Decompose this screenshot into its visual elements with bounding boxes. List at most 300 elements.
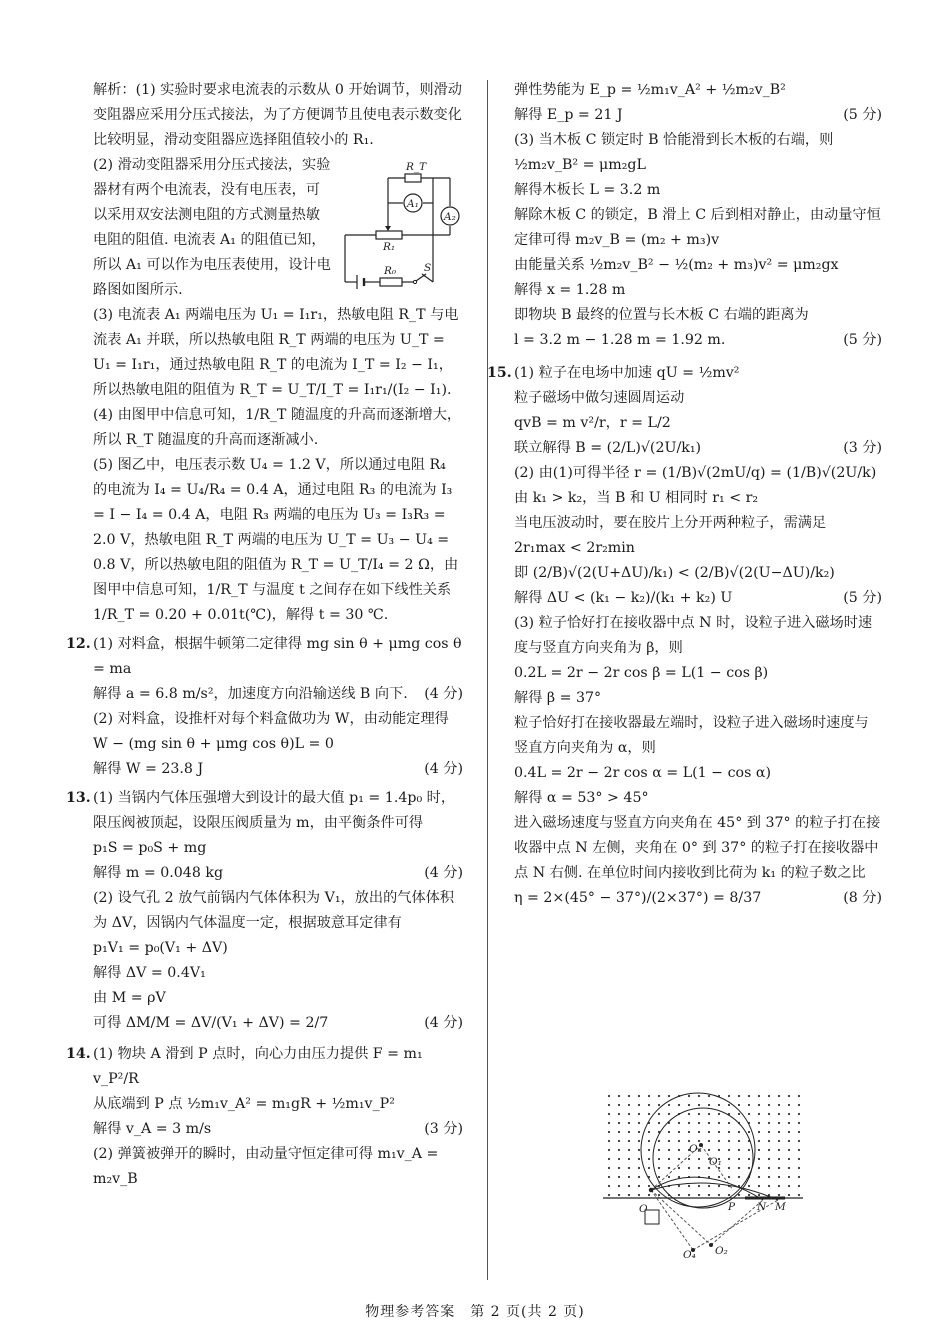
field-dot — [658, 1167, 660, 1169]
field-dot — [608, 1158, 610, 1160]
field-dot — [748, 1158, 750, 1160]
field-dot — [758, 1158, 760, 1160]
field-dot — [708, 1149, 710, 1151]
field-dot — [778, 1158, 780, 1160]
field-dot — [708, 1131, 710, 1133]
q13-text-h: 可得 ΔM/M = ΔV/(V₁ + ΔV) = 2/7 — [93, 1015, 329, 1031]
field-dot — [798, 1140, 800, 1142]
field-dot — [758, 1131, 760, 1133]
q15-text-c: qvB = m v²/r，r = L/2 — [514, 415, 671, 431]
field-dot — [618, 1122, 620, 1124]
q14-line-r10 — [514, 328, 882, 353]
field-dot — [658, 1194, 660, 1196]
field-dot — [728, 1131, 730, 1133]
field-dot — [638, 1176, 640, 1178]
field-dot — [708, 1194, 710, 1196]
field-dot — [648, 1104, 650, 1106]
field-dot — [638, 1122, 640, 1124]
q13-line-c — [93, 861, 463, 886]
q13-line-h — [93, 1011, 463, 1036]
field-dot — [708, 1122, 710, 1124]
field-dot — [788, 1104, 790, 1106]
field-dot — [758, 1095, 760, 1097]
field-dot — [688, 1122, 690, 1124]
field-dot — [688, 1104, 690, 1106]
field-dot — [658, 1158, 660, 1160]
q14-text-r10: l = 3.2 m − 1.28 m = 1.92 m. — [514, 332, 726, 348]
field-dot — [778, 1140, 780, 1142]
q13-text-f: 解得 ΔV = 0.4V₁ — [93, 965, 206, 981]
field-dot — [688, 1158, 690, 1160]
field-dot — [718, 1104, 720, 1106]
field-dot — [628, 1176, 630, 1178]
q15-text-o: 0.4L = 2r − 2r cos α = L(1 − cos α) — [514, 765, 771, 781]
field-dot — [768, 1122, 770, 1124]
field-dot — [718, 1185, 720, 1187]
field-dot — [698, 1131, 700, 1133]
field-dot — [608, 1113, 610, 1115]
field-dot — [658, 1149, 660, 1151]
field-dot — [768, 1104, 770, 1106]
label-s: S — [424, 262, 432, 274]
q14-line-a — [66, 1042, 463, 1092]
field-dot — [658, 1113, 660, 1115]
field-dot — [638, 1194, 640, 1196]
field-dot — [728, 1167, 730, 1169]
field-dot — [798, 1095, 800, 1097]
field-dot — [608, 1104, 610, 1106]
field-dot — [608, 1167, 610, 1169]
q14-text-r4: ½m₂v_B² = μm₂gL — [514, 157, 646, 173]
field-dot — [688, 1113, 690, 1115]
field-dot — [778, 1176, 780, 1178]
field-dot — [688, 1140, 690, 1142]
q15-line-j — [514, 586, 882, 611]
field-dot — [668, 1167, 670, 1169]
q15-line-d — [514, 436, 882, 461]
magnetic-field-figure — [603, 1090, 803, 1260]
field-dot — [628, 1122, 630, 1124]
field-dot — [758, 1167, 760, 1169]
field-dot — [608, 1122, 610, 1124]
field-dot — [628, 1140, 630, 1142]
field-dot — [778, 1185, 780, 1187]
label-o1-center: O₁ — [709, 1156, 722, 1168]
solution-11-part2: (2) 滑动变阻器采用分压式接法，实验器材有两个电流表，没有电压表，可以采用双安法测电阻的方式测量热敏电阻的阻值. 电流表 A₁ 的阻值已知，所以 A₁ 可以作为电压表使用，设计电路图如图所示. — [93, 157, 331, 298]
r0-resistor — [380, 278, 402, 286]
field-dot — [718, 1113, 720, 1115]
field-dot — [668, 1113, 670, 1115]
field-dot — [688, 1131, 690, 1133]
field-dot — [628, 1104, 630, 1106]
q13-text-a: (1) 当锅内气体压强增大到设计的最大值 p₁ = 1.4p₀ 时，限压阀被顶起，设限压阀质量为 m，由平衡条件可得 — [93, 790, 456, 831]
label-o1: O — [639, 1203, 648, 1215]
field-dot — [668, 1176, 670, 1178]
field-dot — [648, 1194, 650, 1196]
field-dot — [608, 1185, 610, 1187]
field-dots — [608, 1095, 800, 1196]
q14-score-1: (3 分) — [424, 1121, 463, 1137]
q12-text-b: 解得 a = 6.8 m/s²，加速度方向沿输送线 B 向下. — [93, 686, 408, 702]
q14-text-r8: 解得 x = 1.28 m — [514, 282, 626, 298]
field-dot — [618, 1167, 620, 1169]
field-dot — [758, 1104, 760, 1106]
field-dot — [668, 1149, 670, 1151]
q14-number: 14. — [66, 1046, 91, 1062]
field-dot — [648, 1167, 650, 1169]
field-dot — [648, 1095, 650, 1097]
field-dot — [678, 1194, 680, 1196]
field-dot — [618, 1140, 620, 1142]
rt-resistor — [405, 174, 421, 182]
field-dot — [798, 1185, 800, 1187]
field-dot — [708, 1104, 710, 1106]
field-dot — [618, 1176, 620, 1178]
q14-score-3: (5 分) — [843, 332, 882, 348]
q14-text-r3: (3) 当木板 C 锁定时 B 恰能滑到长木板的右端，则 — [514, 132, 834, 148]
q14-text-r7: 由能量关系 ½m₂v_B² − ½(m₂ + m₃)v² = μm₂gx — [514, 257, 839, 273]
field-dot — [678, 1158, 680, 1160]
label-p: P — [728, 1201, 736, 1213]
field-dot — [748, 1167, 750, 1169]
q15-text-m: 解得 β = 37° — [514, 690, 602, 706]
q13-text-b: p₁S = p₀S + mg — [93, 840, 207, 856]
field-dot — [618, 1158, 620, 1160]
field-dot — [698, 1185, 700, 1187]
field-dot — [608, 1140, 610, 1142]
field-dot — [658, 1176, 660, 1178]
field-dot — [778, 1131, 780, 1133]
q12-text-d: 解得 W = 23.8 J — [93, 761, 204, 777]
q12-score-2: (4 分) — [424, 761, 463, 777]
field-dot — [698, 1095, 700, 1097]
field-dot — [738, 1194, 740, 1196]
q14-score-2: (5 分) — [843, 107, 882, 123]
q13-text-e: p₁V₁ = p₀(V₁ + ΔV) — [93, 940, 228, 956]
field-dot — [608, 1194, 610, 1196]
q13-line-a — [66, 786, 463, 836]
field-dot — [788, 1149, 790, 1151]
q15-text-e: (2) 由(1)可得半径 r = (1/B)√(2mU/q) = (1/B)√(2U/k) — [514, 465, 877, 481]
field-dot — [738, 1104, 740, 1106]
solution-11-part5: (5) 图乙中，电压表示数 U₄ = 1.2 V，所以通过电阻 R₄ 的电流为 I₄ = U₄/R₄ = 0.4 A，通过电阻 R₃ 的电流为 I₃ = I − I₄ = 0.4 A，电阻 R₃ 两端的电压为 U₃ = I₃R₃ = 2.0 V，热敏电阻 R_T 两端的电压为 U_T = U₃ − U₄ = 0.8 V，所以热敏电阻的阻值为 R_T = U_T/I₄ = 2 Ω，由图甲中信息可知，1/R_T 与温度 t 之间存在如下线性关系 1/R_T = 0.20 + 0.01t(℃)，解得 t = 30 ℃. — [93, 457, 459, 623]
field-dot — [798, 1194, 800, 1196]
q15-text-i: 即 (2/B)√(2(U+ΔU)/k₁) < (2/B)√(2(U−ΔU)/k₂) — [514, 565, 835, 581]
field-dot — [798, 1122, 800, 1124]
q12-line-d — [93, 757, 463, 782]
field-dot — [738, 1167, 740, 1169]
field-dot — [698, 1104, 700, 1106]
point-o2 — [709, 1243, 713, 1247]
q13-score-1: (4 分) — [424, 865, 463, 881]
field-dot — [758, 1113, 760, 1115]
field-dot — [788, 1185, 790, 1187]
label-m: M — [775, 1201, 786, 1213]
field-dot — [738, 1113, 740, 1115]
field-dot — [638, 1140, 640, 1142]
field-dot — [798, 1131, 800, 1133]
field-dot — [628, 1194, 630, 1196]
field-dot — [648, 1131, 650, 1133]
field-dot — [688, 1167, 690, 1169]
field-dot — [678, 1140, 680, 1142]
field-dot — [608, 1131, 610, 1133]
field-dot — [638, 1158, 640, 1160]
field-dot — [638, 1104, 640, 1106]
field-dot — [778, 1104, 780, 1106]
field-dot — [798, 1113, 800, 1115]
field-dot — [698, 1167, 700, 1169]
r1-rheostat — [376, 231, 402, 239]
q14-text-d: (2) 弹簧被弹开的瞬时，由动量守恒定律可得 m₁v_A = m₂v_B — [93, 1146, 439, 1187]
label-o2: O₂ — [715, 1245, 728, 1257]
q15-text-j: 解得 ΔU < (k₁ − k₂)/(k₁ + k₂) U — [514, 590, 733, 606]
field-dot — [718, 1149, 720, 1151]
q12-number: 12. — [66, 636, 91, 652]
field-dot — [618, 1095, 620, 1097]
field-dot — [798, 1176, 800, 1178]
q15-text-q: 进入磁场速度与竖直方向夹角在 45° 到 37° 的粒子打在接收器中点 N 左侧，夹角在 0° 到 37° 的粒子打在接收器中点 N 右侧. 在单位时间内接收到比荷为 k₁ 的粒子数之比 — [514, 815, 881, 881]
field-dot — [658, 1104, 660, 1106]
q13-text-g: 由 M = ρV — [93, 990, 166, 1006]
field-dot — [688, 1095, 690, 1097]
page-footer: 物理参考答案 第 2 页(共 2 页) — [365, 1304, 585, 1320]
field-dot — [648, 1140, 650, 1142]
field-dot — [788, 1194, 790, 1196]
field-dot — [768, 1113, 770, 1115]
field-dot — [668, 1158, 670, 1160]
solution-11-part4: (4) 由图甲中信息可知，1/R_T 随温度的升高而逐渐增大，所以 R_T 随温度的升高而逐渐减小. — [93, 407, 462, 448]
label-r1: R₁ — [383, 241, 396, 253]
q15-text-p: 解得 α = 53° > 45° — [514, 790, 649, 806]
field-dot — [678, 1104, 680, 1106]
q14-text-r2: 解得 E_p = 21 J — [514, 107, 623, 123]
field-dot — [648, 1185, 650, 1187]
field-dot — [778, 1113, 780, 1115]
field-dot — [728, 1149, 730, 1151]
field-dot — [798, 1167, 800, 1169]
field-dot — [668, 1095, 670, 1097]
field-dot — [638, 1113, 640, 1115]
field-dot — [658, 1095, 660, 1097]
field-dot — [688, 1185, 690, 1187]
field-dot — [708, 1140, 710, 1142]
field-dot — [728, 1158, 730, 1160]
solution-11-part3: (3) 电流表 A₁ 两端电压为 U₁ = I₁r₁，热敏电阻 R_T 与电流表 A₁ 并联，所以热敏电阻 R_T 两端的电压为 U_T = U₁ = I₁r₁，通过热敏电阻 R_T 的电流为 I_T = I₂ − I₁，所以热敏电阻的阻值为 R_T = U_T/I_T = I₁r₁/(I₂ − I₁). — [93, 307, 459, 398]
field-dot — [748, 1149, 750, 1151]
field-dot — [738, 1149, 740, 1151]
q15-text-g: 当电压波动时，要在胶片上分开两种粒子，需满足 — [514, 515, 827, 531]
field-dot — [798, 1104, 800, 1106]
slider-arrow — [385, 226, 391, 231]
field-dot — [718, 1140, 720, 1142]
field-dot — [638, 1095, 640, 1097]
q15-text-f: 由 k₁ > k₂，当 B 和 U 相同时 r₁ < r₂ — [514, 490, 759, 506]
field-dot — [738, 1095, 740, 1097]
q15-text-k: (3) 粒子恰好打在接收器中点 N 时，设粒子进入磁场时速度与竖直方向夹角为 β，则 — [514, 615, 873, 656]
label-o4: O₄ — [683, 1249, 696, 1261]
field-dot — [628, 1185, 630, 1187]
field-dot — [618, 1113, 620, 1115]
column-divider — [487, 80, 488, 1280]
field-dot — [788, 1140, 790, 1142]
field-dot — [708, 1095, 710, 1097]
field-dot — [728, 1104, 730, 1106]
field-dot — [788, 1176, 790, 1178]
field-dot — [678, 1149, 680, 1151]
field-dot — [728, 1095, 730, 1097]
field-dot — [758, 1194, 760, 1196]
q14-text-b: 从底端到 P 点 ½m₁v_A² = m₁gR + ½m₁v_P² — [93, 1096, 395, 1112]
field-dot — [638, 1149, 640, 1151]
field-dot — [748, 1095, 750, 1097]
q14-text-a: (1) 物块 A 滑到 P 点时，向心力由压力提供 F = m₁ v_P²/R — [93, 1046, 423, 1087]
label-n: N — [757, 1201, 767, 1213]
field-dot — [678, 1122, 680, 1124]
q14-line-r2 — [514, 103, 882, 128]
field-dot — [748, 1194, 750, 1196]
q15-score-3: (8 分) — [843, 890, 882, 906]
field-dot — [748, 1185, 750, 1187]
q14-text-r6: 解除木板 C 的锁定，B 滑上 C 后到相对静止，由动量守恒定律可得 m₂v_B = (m₂ + m₃)v — [514, 207, 881, 248]
field-dot — [618, 1194, 620, 1196]
field-dot — [758, 1176, 760, 1178]
field-dot — [778, 1167, 780, 1169]
field-dot — [758, 1185, 760, 1187]
q12-score-1: (4 分) — [424, 686, 463, 702]
field-dot — [788, 1158, 790, 1160]
q15-text-b: 粒子磁场中做匀速圆周运动 — [514, 390, 685, 406]
field-dot — [718, 1131, 720, 1133]
q15-number: 15. — [487, 365, 512, 381]
field-dot — [778, 1149, 780, 1151]
field-dot — [738, 1131, 740, 1133]
label-r0: R₀ — [384, 265, 397, 277]
q15-text-r: η = 2×(45° − 37°)/(2×37°) = 8/37 — [514, 890, 762, 906]
field-dot — [668, 1104, 670, 1106]
field-dot — [648, 1158, 650, 1160]
field-dot — [678, 1176, 680, 1178]
field-dot — [788, 1167, 790, 1169]
field-dot — [728, 1194, 730, 1196]
field-dot — [758, 1140, 760, 1142]
field-dot — [748, 1113, 750, 1115]
field-dot — [798, 1158, 800, 1160]
field-dot — [778, 1095, 780, 1097]
field-dot — [698, 1140, 700, 1142]
field-dot — [628, 1149, 630, 1151]
field-dot — [778, 1122, 780, 1124]
label-o3: O₃ — [689, 1143, 702, 1155]
q14-text-r1: 弹性势能为 E_p = ½m₁v_A² + ½m₂v_B² — [514, 82, 786, 98]
field-dot — [638, 1131, 640, 1133]
field-dot — [678, 1167, 680, 1169]
circuit-diagram — [340, 161, 465, 300]
q15-text-d: 联立解得 B = (2/L)√(2U/k₁) — [514, 440, 702, 456]
q15-score-1: (3 分) — [843, 440, 882, 456]
field-dot — [788, 1122, 790, 1124]
field-dot — [768, 1095, 770, 1097]
q15-line-r — [514, 886, 882, 911]
field-dot — [728, 1140, 730, 1142]
q12-line-a — [66, 632, 463, 682]
field-dot — [768, 1185, 770, 1187]
field-dot — [718, 1194, 720, 1196]
field-dot — [788, 1095, 790, 1097]
field-dot — [728, 1176, 730, 1178]
point-o1 — [649, 1188, 653, 1192]
q15-line-a — [487, 361, 882, 386]
q14-line-c — [93, 1117, 463, 1142]
field-dot — [628, 1158, 630, 1160]
field-dot — [768, 1140, 770, 1142]
q15-text-l: 0.2L = 2r − 2r cos β = L(1 − cos β) — [514, 665, 769, 681]
q13-text-c: 解得 m = 0.048 kg — [93, 865, 224, 881]
field-dot — [708, 1185, 710, 1187]
field-dot — [608, 1095, 610, 1097]
field-dot — [688, 1194, 690, 1196]
field-dot — [628, 1131, 630, 1133]
radius-o2-n — [711, 1200, 763, 1245]
field-dot — [608, 1149, 610, 1151]
field-dot — [768, 1176, 770, 1178]
label-a2: A₂ — [444, 211, 456, 223]
field-dot — [738, 1176, 740, 1178]
q12-line-b — [93, 682, 463, 707]
field-dot — [608, 1176, 610, 1178]
solution-11-part1: 解析：(1) 实验时要求电流表的示数从 0 开始调节，则滑动变阻器应采用分压式接法，为了方便调节且使电表示数变化比较明显，滑动变阻器应选择阻值较小的 R₁. — [93, 82, 462, 148]
field-dot — [788, 1113, 790, 1115]
field-dot — [698, 1113, 700, 1115]
field-dot — [668, 1140, 670, 1142]
q15-text-h: 2r₁max < 2r₂min — [514, 540, 635, 556]
field-dot — [708, 1113, 710, 1115]
field-dot — [618, 1185, 620, 1187]
q15-text-n: 粒子恰好打在接收器最左端时，设粒子进入磁场时速度与竖直方向夹角为 α，则 — [514, 715, 869, 756]
field-dot — [628, 1167, 630, 1169]
field-dot — [738, 1140, 740, 1142]
field-dot — [718, 1176, 720, 1178]
right-column — [487, 78, 882, 911]
field-dot — [638, 1167, 640, 1169]
field-dot — [748, 1104, 750, 1106]
label-rt: R_T — [406, 161, 427, 173]
field-dot — [768, 1158, 770, 1160]
field-dot — [618, 1149, 620, 1151]
field-dot — [768, 1131, 770, 1133]
field-dot — [698, 1122, 700, 1124]
field-dot — [738, 1158, 740, 1160]
field-dot — [798, 1149, 800, 1151]
field-dot — [768, 1167, 770, 1169]
field-dot — [728, 1122, 730, 1124]
q13-number: 13. — [66, 790, 91, 806]
field-dot — [698, 1194, 700, 1196]
switch-blade — [416, 274, 426, 281]
field-dot — [618, 1131, 620, 1133]
q14-text-r9: 即物块 B 最终的位置与长木板 C 右端的距离为 — [514, 307, 809, 323]
field-dot — [678, 1131, 680, 1133]
field-dot — [638, 1185, 640, 1187]
field-dot — [678, 1185, 680, 1187]
field-dot — [758, 1122, 760, 1124]
field-dot — [658, 1122, 660, 1124]
label-a1: A₁ — [407, 198, 419, 210]
q12-text-a: (1) 对料盒，根据牛顿第二定律得 mg sin θ + μmg cos θ = ma — [93, 636, 462, 677]
field-dot — [658, 1140, 660, 1142]
field-dot — [748, 1131, 750, 1133]
field-dot — [788, 1131, 790, 1133]
